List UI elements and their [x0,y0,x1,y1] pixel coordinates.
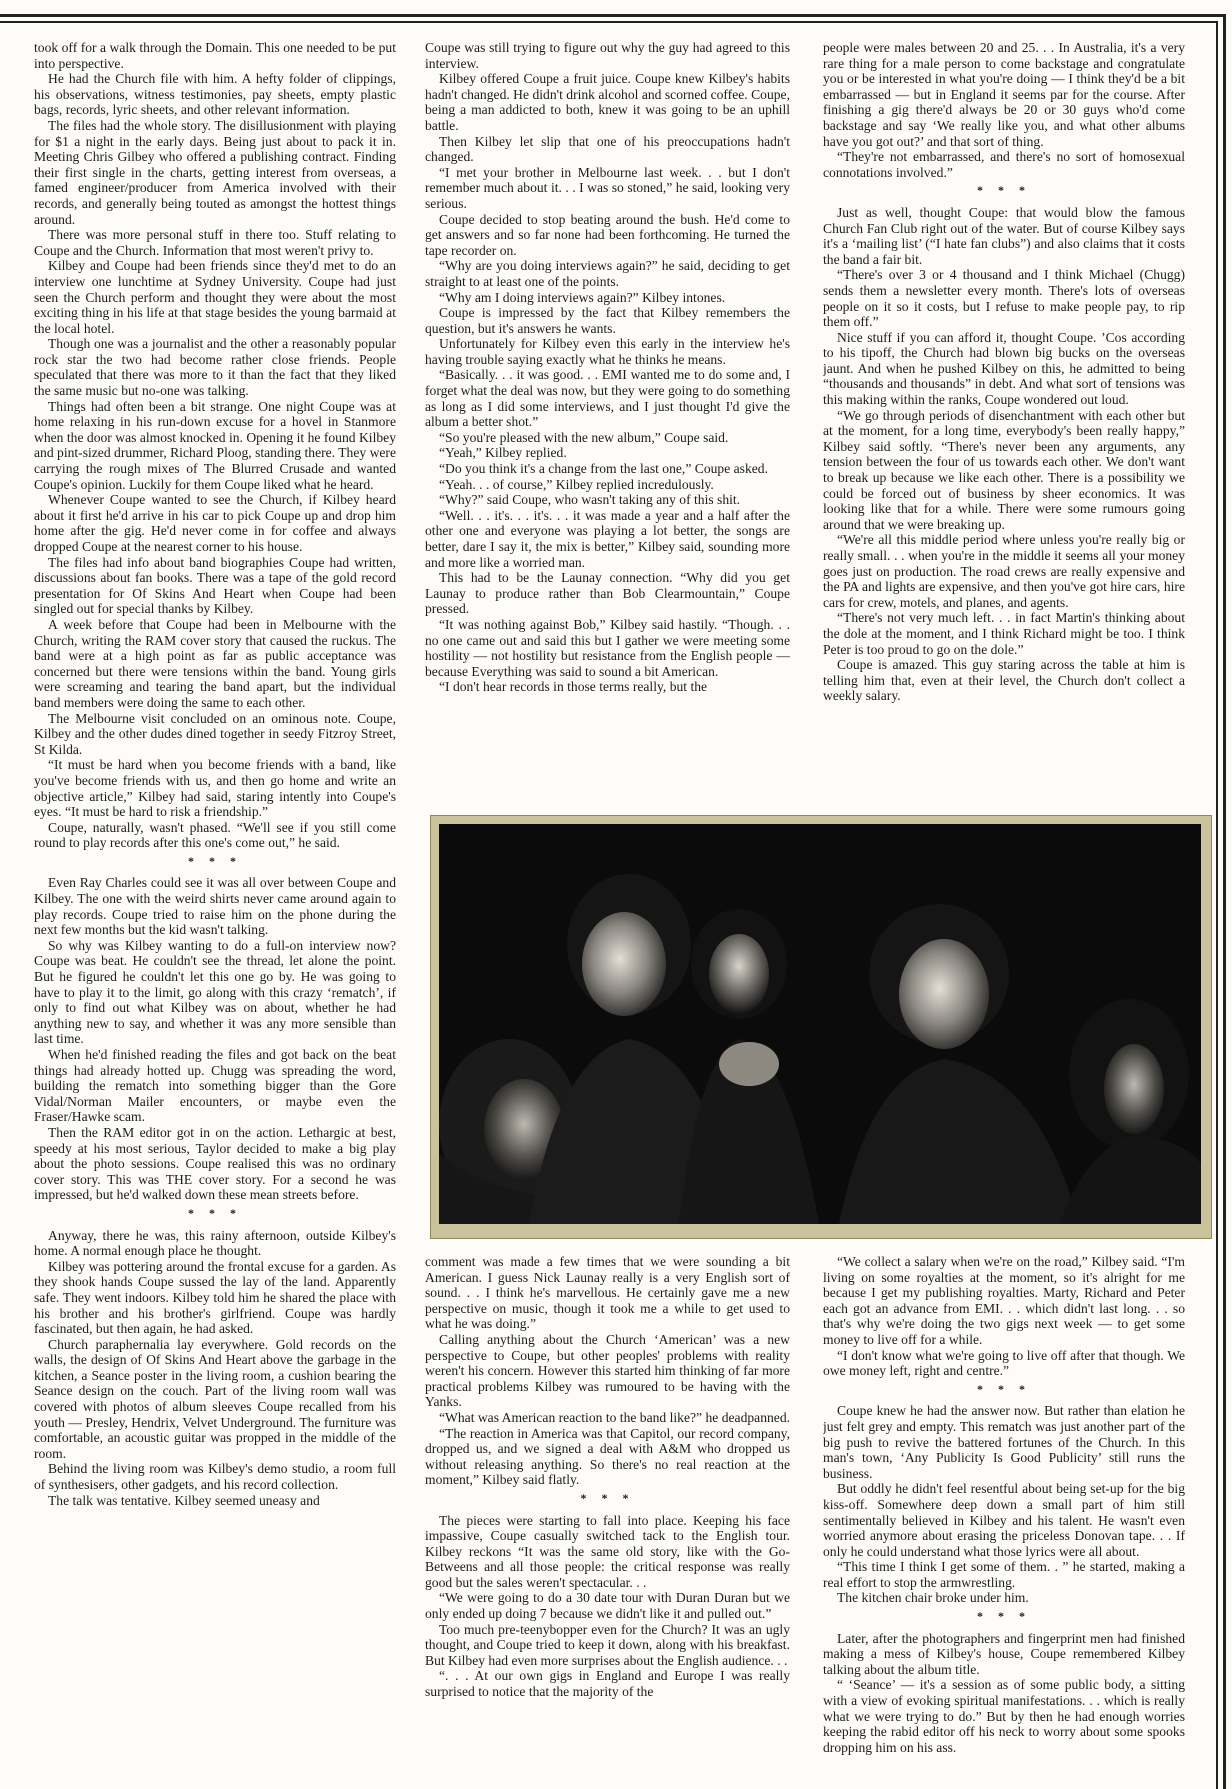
paragraph: took off for a walk through the Domain. This one needed to be put into perspective. [34,40,396,71]
paragraph: Kilbey offered Coupe a fruit juice. Coupe knew Kilbey's habits hadn't changed. He didn't drink alcohol and scorned coffee. Coupe, being a man addicted to both, knew it was going to be an uphill battle. [425,71,790,133]
paragraph: “I don't know what we're going to live off after that though. We owe money left, right and centre.” [823,1347,1185,1379]
paragraph: “Well. . . it's. . . it's. . . it was made a year and a half after the other one and everyone was playing a lot better, the songs are better, dare I say it, the mix is better,” Kilbey said, sounding more and more like a worried man. [425,507,790,570]
paragraph: The files had info about band biographies Coupe had written, discussions about fan books. There was a tape of the gold record presentation for Of Skins And Heart when Coupe had been singled out for special thanks by Kilbey. [34,554,396,617]
paragraph: Whenever Coupe wanted to see the Church, if Kilbey heard about it first he'd arrive in his car to pick Coupe up and drop him home after the gig. He'd never come in for coffee and always dropped Coupe at the nearest corner to his house. [34,492,396,554]
paragraph: Just as well, thought Coupe: that would blow the famous Church Fan Club right out of the water. But of course Kilbey says it's a ‘mailing list’ (“I hate fan clubs”) and also claims that it costs the band a fair bit. [823,204,1185,267]
paragraph: “We're all this middle period where unless you're really big or really small. . . when you're in the middle it seems all your money goes just on production. The road crews are really expensive and the PA and lights are expensive, and then you've got hire cars, hire cars for crew, motels, and planes, and agents. [823,532,1185,610]
paragraph: “We were going to do a 30 date tour with Duran Duran but we only ended up doing 7 because we didn't like it and pulled out.” [425,1590,790,1622]
paragraph: “Yeah,” Kilbey replied. [439,445,567,461]
section-separator: * * * [580,1490,635,1505]
frame-rule-top-inner [0,21,1218,23]
article-column-3-continued [823,1254,1185,1786]
paragraph: Coupe, naturally, wasn't phased. “We'll see if you still come round to play records after this one's come out,” he said. [34,819,396,851]
paragraph: Things had often been a bit strange. One night Coupe was at home relaxing in his run-down excuse for a hovel in Stanmore when the door was almost knocked in. Opening it he found Kilbey and pint-sized drummer, Richard Ploog, standing there. They were carrying the rough mixes of The Blurred Crusade and wanted Coupe's opinion. Luckily for them Coupe liked what he heard. [34,398,396,492]
paragraph: “There's not very much left. . . in fact Martin's thinking about the dole at the moment, and I think Richard might be too. I think Peter is too proud to go on the dole.” [823,610,1185,657]
paragraph: He had the Church file with him. A hefty folder of clippings, his observations, witness testimonies, pay sheets, empty plastic bags, records, lyric sheets, and other relevant information. [34,71,396,118]
paragraph: A week before that Coupe had been in Melbourne with the Church, writing the RAM cover story that caused the ruckus. The band were at a high point as far as public acceptance was concerned but there were tensions within the band. Young girls were screaming and tearing the band apart, but the individual band members were doing the same to each other. [34,616,396,710]
paragraph: “ ‘Seance’ — it's a session as of some public body, a sitting with a view of evoking spiritual manifestations. . . which is really what we were trying to do.” But by then he had enough worries keeping the rabid editor off his neck to worry about some spooks dropping him on his ass. [823,1677,1185,1755]
frame-rule-right [1223,14,1226,1789]
paragraph: “There's over 3 or 4 thousand and I think Michael (Chugg) sends them a newsletter every month. There's lots of overseas people on it so it costs, but I refuse to make people pay, to rip them off.” [823,267,1185,330]
band-photo [439,824,1201,1224]
paragraph: So why was Kilbey wanting to do a full-on interview now? Coupe was beat. He couldn't see the thread, let alone the point. But he figured he couldn't let this one go by. He was going to have to play it to the limit, go along with this crazy ‘rematch’, if only to find out what Kilbey was on about, whether he had anything new to say, and whether it was any more sensible than last time. [34,937,396,1047]
frame-rule-right-inner [1216,21,1218,1789]
paragraph: “Why are you doing interviews again?” he said, deciding to get straight to at least one of the points. [425,258,790,289]
paragraph: Coupe knew he had the answer now. But rather than elation he just felt grey and empty. This rematch was just another part of the big push to revive the battered fortunes of the Church. In this man's town, ‘Any Publicity Is Good Publicity’ still runs the business. [823,1403,1185,1481]
article-column-3 [823,40,1185,810]
article-column-1 [34,40,396,1786]
paragraph: But oddly he didn't feel resentful about being set-up for the big kiss-off. Somewhere deep down a small part of him still sentimentally believed in Kilbey and his talent. He wasn't even worried anymore about erasing the priceless Donovan tape. . . If only he could understand what those lyrics were all about. [823,1481,1185,1559]
paragraph: Then Kilbey let slip that one of his preoccupations hadn't changed. [425,133,790,165]
paragraph: “What was American reaction to the band like?” he deadpanned. [439,1409,790,1425]
paragraph: The files had the whole story. The disillusionment with playing for $1 a night in the early days. Being just about to pack it in. Meeting Chris Gilbey who offered a publishing contract. Finding their first single in the charts, getting interest from overseas, a famed engineer/producer from America involved with their records, and generally being touted as amongst the hottest things around. [34,117,396,227]
paragraph: The pieces were starting to fall into place. Keeping his face impassive, Coupe casually switched tack to the English tour. Kilbey reckons “It was the same old story, like with the Go-Betweens and all those people: the critical response was really good but the sales weren't spectacular. . . [425,1512,790,1590]
article-column-2-continued [425,1254,790,1786]
paragraph: This had to be the Launay connection. “Why did you get Launay to produce rather than Bob Clearmountain,” Coupe pressed. [425,570,790,617]
paragraph: The Melbourne visit concluded on an ominous note. Coupe, Kilbey and the other dudes dined together in seedy Fitzroy Street, St Kilda. [34,710,396,757]
article-column-2 [425,40,790,808]
paragraph: The kitchen chair broke under him. [837,1590,1029,1606]
paragraph: “This time I think I get some of them. . ” he started, making a real effort to stop the armwrestling. [823,1559,1185,1590]
paragraph: Anyway, there he was, this rainy afternoon, outside Kilbey's home. A normal enough place he thought. [34,1227,396,1259]
band-photo-illustration [439,824,1201,1224]
paragraph: Unfortunately for Kilbey even this early in the interview he's having trouble saying exactly what he thinks he means. [425,336,790,367]
paragraph: “I don't hear records in those terms really, but the [439,679,708,695]
paragraph: Coupe was still trying to figure out why the guy had agreed to this interview. [425,40,790,71]
paragraph: Church paraphernalia lay everywhere. Gold records on the walls, the design of Of Skins And Heart above the garbage in the kitchen, a Seance poster in the living room, a cushion bearing the Seance design on the couch. Part of the living room wall was covered with photos of album sleeves Coupe recalled from his youth — Presley, Hendrix, Velvet Underground. The furniture was comfortable, an acoustic guitar was propped in the middle of the room. [34,1336,396,1461]
paragraph: “I met your brother in Melbourne last week. . . but I don't remember much about it. . . I was so stoned,” he said, looking very serious. [425,164,790,211]
paragraph: Nice stuff if you can afford it, thought Coupe. ’Cos according to his tipoff, the Church had blown big bucks on the overseas jaunt. And when he pushed Kilbey on this, he admitted to being “thousands and thousands” in debt. And what sort of tensions was this making within the ranks, Coupe wondered out loud. [823,329,1185,408]
section-separator: * * * [188,1205,242,1220]
paragraph: “. . . At our own gigs in England and Europe I was really surprised to notice that the majority of the [425,1668,790,1700]
section-separator: * * * [977,183,1031,198]
paragraph: Coupe is amazed. This guy staring across the table at him is telling him that, even at their level, the Church don't collect a weekly salary. [823,657,1185,704]
paragraph: “It was nothing against Bob,” Kilbey said hastily. “Though. . . no one came out and said this but I gather we were meeting some hostility — not hostility but resistance from the English people — because Everything was said to sound a bit American. [425,616,790,679]
paragraph: Too much pre-teenybopper even for the Church? It was an ugly thought, and Coupe tried to keep it down, along with his breakfast. But Kilbey had even more surprises about the English audience. . . [425,1621,790,1668]
paragraph: “They're not embarrassed, and there's no sort of homosexual connotations involved.” [823,149,1185,180]
paragraph: people were males between 20 and 25. . . In Australia, it's a very rare thing for a male person to come backstage and congratulate you or be interested in what you're doing — I think they'd be a bit embarrassed — but in England it seems par for the course. After finishing a gig there'd always be 20 or 30 guys who'd come backstage and say ‘We really like you, and what other albums have you got out?’ and that sort of thing. [823,40,1185,149]
paragraph: “So you're pleased with the new album,” Coupe said. [439,429,729,445]
paragraph: “Why am I doing interviews again?” Kilbey intones. [439,289,726,305]
paragraph: “Yeah. . . of course,” Kilbey replied incredulously. [439,476,714,492]
paragraph: The talk was tentative. Kilbey seemed uneasy and [48,1492,320,1508]
paragraph: comment was made a few times that we were sounding a bit American. I guess Nick Launay really is a very English sort of sound. . . I think he's marvellous. He certainly gave me a new perspective on music, though it took me a while to get used to what he was doing.” [425,1254,790,1332]
paragraph: “Do you think it's a change from the last one,” Coupe asked. [439,461,768,477]
paragraph: Though one was a journalist and the other a reasonably popular rock star the two had become rather close friends. People speculated that there was more to it than the fact that they liked the same music but no-one was talking. [34,336,396,399]
paragraph: “The reaction in America was that Capitol, our record company, dropped us, and we signed a deal with A&M who dropped us without releasing anything. So there's no real reaction at the moment,” Kilbey said flatly. [425,1425,790,1488]
section-separator: * * * [977,1609,1031,1624]
paragraph: Behind the living room was Kilbey's demo studio, a room full of synthesisers, other gadgets, and his record collection. [34,1461,396,1493]
paragraph: Even Ray Charles could see it was all over between Coupe and Kilbey. The one with the weird shirts never came around again to play records. Coupe tried to raise him on the phone during the next few months but the kid wasn't talking. [34,875,396,938]
section-separator: * * * [977,1381,1031,1396]
paragraph: There was more personal stuff in there too. Stuff relating to Coupe and the Church. Information that most weren't privy to. [34,227,396,258]
frame-rule-top [0,14,1226,17]
paragraph: Calling anything about the Church ‘American’ was a new perspective to Coupe, but other peoples' problems with reality weren't his concern. However this started him thinking of far more practical problems Kilbey was rumoured to be having with the Yanks. [425,1331,790,1410]
paragraph: Coupe is impressed by the fact that Kilbey remembers the question, but it's answers he wants. [425,305,790,336]
paragraph: “We go through periods of disenchantment with each other but at the moment, for a long time, everybody's been really happy,” Kilbey said softly. “There's never been any arguments, any tension between the four of us towards each other. We don't want to break up because we like each other. There is a possibility we could be forced out of business by sheer economics. It was looking like that for a while. There were some rumours going around that we were breaking up. [823,407,1185,532]
paragraph: Later, after the photographers and fingerprint men had finished making a mess of Kilbey's house, Coupe remembered Kilbey talking about the album title. [823,1630,1185,1677]
paragraph: Kilbey and Coupe had been friends since they'd met to do an interview one lunchtime at Sydney University. Coupe had just seen the Church perform and thought they were about the most exciting thing in his life at that stage besides the young barmaid at the local hotel. [34,258,396,336]
section-separator: * * * [188,853,242,868]
paragraph: “Why?” said Coupe, who wasn't taking any of this shit. [439,492,741,508]
paragraph: “Basically. . . it was good. . . EMI wanted me to do some and, I forget what the deal was now, but they were going to do something as long as I did some interviews, and I just thought I'd give the album a better shot.” [425,367,790,430]
paragraph: “We collect a salary when we're on the road,” Kilbey said. “I'm living on some royalties at the moment, so it's alright for me because I get my publishing royalties. Marty, Richard and Peter each got an advance from EMI. . . which didn't last long. . . so that's why we're doing the two gigs next week — to get some money to live off for a while. [823,1254,1185,1347]
paragraph: “It must be hard when you become friends with a band, like you've become friends with us, and then go home and write an objective article,” Kilbey had said, staring intently into Coupe's eyes. “It must be hard to risk a friendship.” [34,757,396,820]
band-photo-frame [430,815,1212,1239]
paragraph: Then the RAM editor got in on the action. Lethargic at best, speedy at his most serious, Taylor decided to make a big play about the photo sessions. Coupe realised this was no ordinary cover story. This was THE cover story. For a second he was impressed, but he'd walked down these mean streets before. [34,1124,396,1203]
paragraph: When he'd finished reading the files and got back on the beat things had already hotted up. Chugg was spreading the word, building the rematch into something bigger than the Gore Vidal/Norman Mailer encounters, or maybe even the Fraser/Hawke scam. [34,1047,396,1125]
paragraph: Coupe decided to stop beating around the bush. He'd come to get answers and so far none had been forthcoming. He turned the tape recorder on. [425,211,790,258]
paragraph: Kilbey was pottering around the frontal excuse for a garden. As they shook hands Coupe sussed the lay of the land. Apparently safe. They went indoors. Kilbey told him he shared the place with his brother and his brother's girlfriend. Coupe was hardly fascinated, but then again, he had asked. [34,1258,396,1337]
